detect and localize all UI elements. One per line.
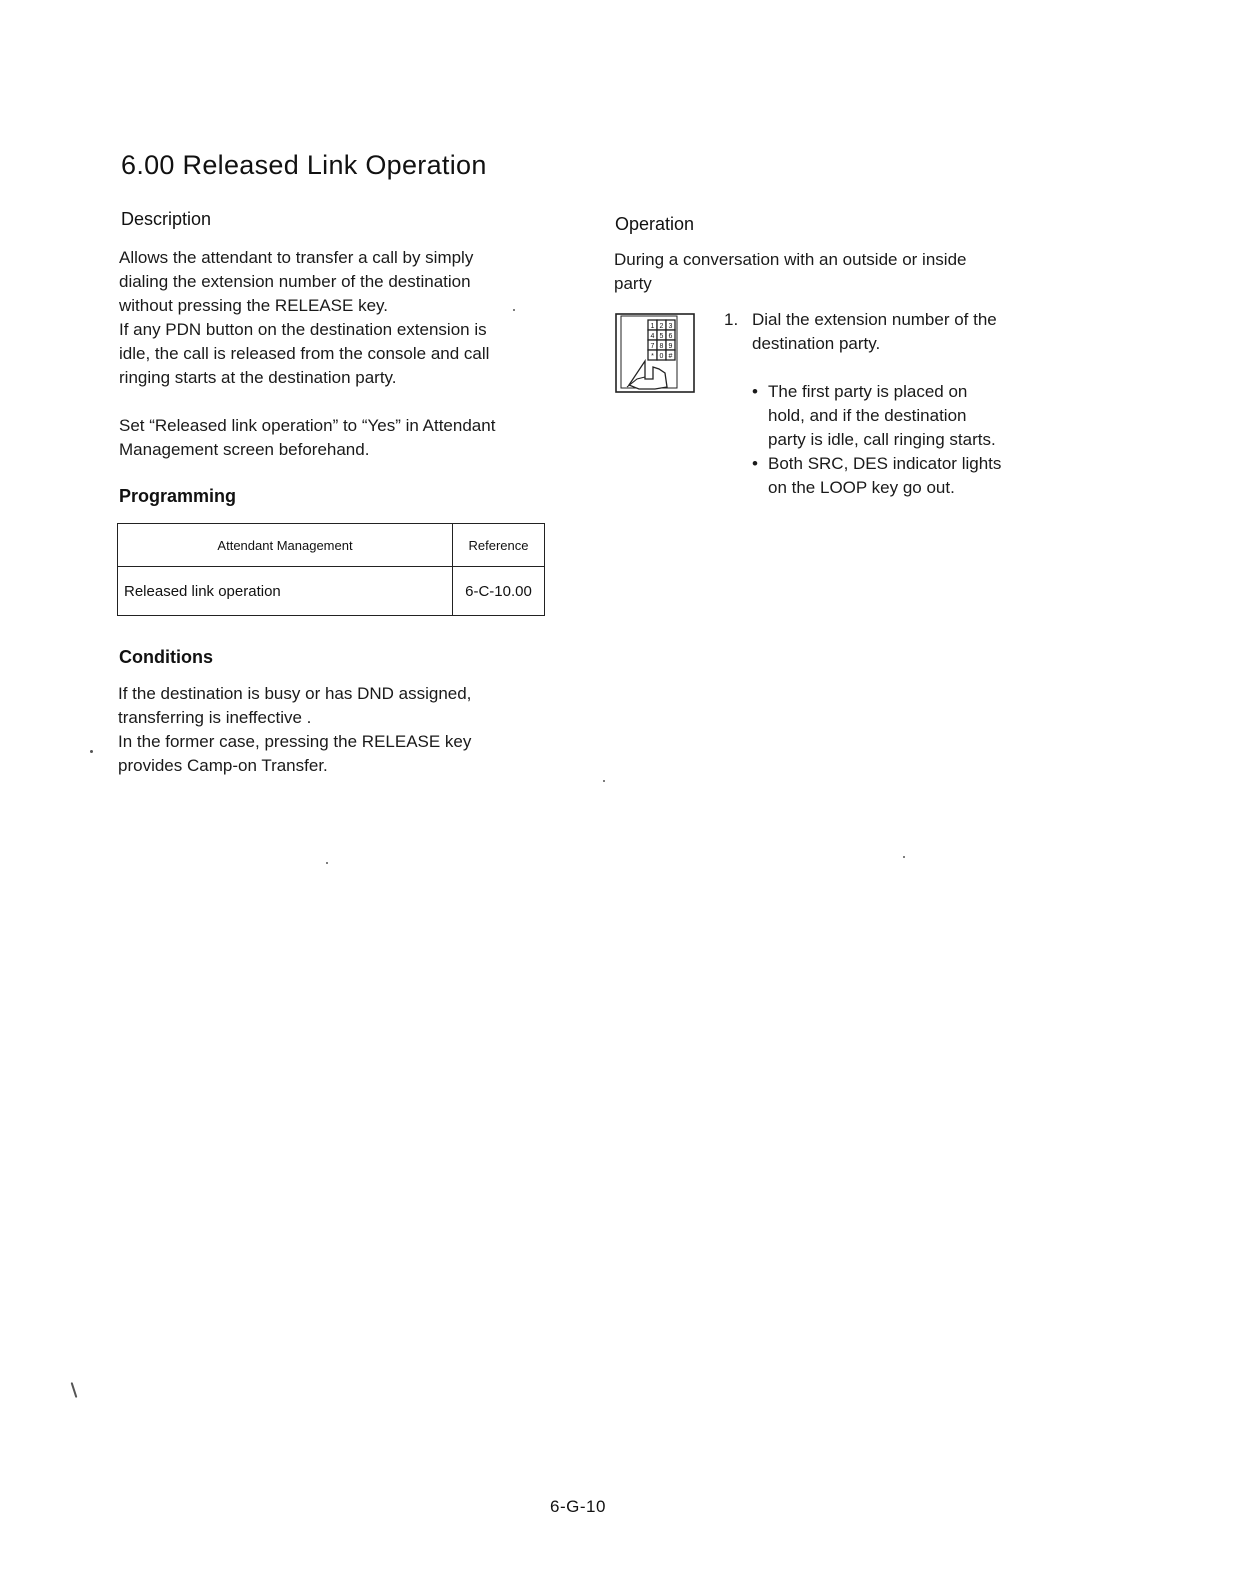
conditions-heading: Conditions [119,647,213,667]
list-item [752,452,1052,500]
bullet-icon: • [752,382,758,401]
table-header-attendant-management: Attendant Management [118,524,453,567]
description-line: Allows the attendant to transfer a call by simply [119,248,474,267]
keypad-key-label: * [651,353,654,360]
description-line: ringing starts at the destination party. [119,368,397,387]
scan-speck [603,780,605,782]
intro-line: During a conversation with an outside or inside [614,250,967,269]
conditions-line: If the destination is busy or has DND assigned, [118,684,472,703]
description-line: without pressing the RELEASE key. [119,296,388,315]
keypad-key-label: 1 [650,323,655,330]
table-row [118,567,545,616]
table-cell-reference: 6-C-10.00 [453,567,545,616]
keypad-key-label: 7 [650,343,655,350]
keypad-key-label: 4 [650,333,655,340]
bullet-list [752,380,1052,500]
note-line: Management screen beforehand. [119,440,370,459]
bullet-line: on the LOOP key go out. [768,478,955,497]
page-title: 6.00 Released Link Operation [121,150,487,180]
step-text [752,308,1072,356]
description-heading: Description [121,209,212,229]
note-line: Set “Released link operation” to “Yes” in Attendant [119,416,496,435]
description-line: idle, the call is released from the console and call [119,344,490,363]
description-line: dialing the extension number of the destination [119,272,471,291]
step-number: 1. [724,310,739,329]
step-line: Dial the extension number of the [752,310,997,329]
bullet-line: Both SRC, DES indicator lights [768,454,1002,473]
scan-speck [903,856,905,858]
keypad-key-label: 9 [668,343,673,350]
operation-heading: Operation [615,214,695,234]
bullet-line: hold, and if the destination [768,406,967,425]
conditions-line: In the former case, pressing the RELEASE key [118,732,472,751]
keypad-key-label: 8 [659,343,664,350]
conditions-body [118,682,578,778]
scan-speck [326,862,328,864]
keypad-key-label: # [668,353,673,360]
keypad-key-label: 6 [668,333,673,340]
keypad-key-label: 2 [659,323,664,330]
keypad-key-label: 0 [659,353,664,360]
list-item [752,380,1052,452]
scan-speck [90,750,93,753]
programming-table [117,523,545,616]
table-header-row [118,524,545,567]
conditions-line: transferring is ineffective . [118,708,312,727]
bullet-line: party is idle, call ringing starts. [768,430,996,449]
scan-speck [513,309,515,311]
page-number: 6-G-10 [550,1497,606,1516]
keypad-key-label: 3 [668,323,673,330]
description-line: If any PDN button on the destination extension is [119,320,487,339]
step-line: destination party. [752,334,881,353]
operation-intro [614,248,1044,296]
table-cell-item: Released link operation [118,567,453,616]
description-body [119,246,579,390]
keypad-dial-icon [615,313,695,393]
keypad-key-label: 5 [659,333,664,340]
programming-heading: Programming [119,486,237,506]
description-note [119,414,579,462]
table-header-reference: Reference [453,524,545,567]
scan-mark [71,1382,78,1398]
bullet-line: The first party is placed on [768,382,968,401]
intro-line: party [614,274,652,293]
bullet-icon: • [752,454,758,473]
conditions-line: provides Camp-on Transfer. [118,756,328,775]
